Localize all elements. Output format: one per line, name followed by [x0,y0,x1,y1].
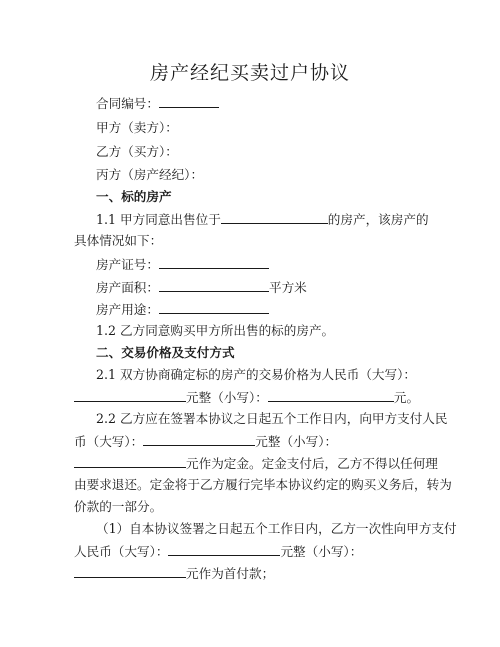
certificate-blank[interactable] [159,256,269,269]
price-uppercase-blank[interactable] [74,389,186,402]
deposit-lowercase-blank[interactable] [74,455,186,468]
contract-number-line [96,95,219,112]
clause-2-1-line-1: 2.1 双方协商确定标的房产的交易价格为人民币（大写）： [96,367,416,382]
clause-1-1-line-2: 具体情况如下： [74,233,163,248]
party-b-label: 乙方（买方）： [96,144,178,159]
down-payment-uppercase-blank[interactable] [168,543,280,556]
party-b-line [96,144,178,160]
party-a-line [96,120,178,136]
clause-2-2-line-4: 由要求退还。定金将于乙方履行完毕本协议约定的购买义务后，转为 [74,477,452,492]
payment-1-text-b: 人民币（大写）： [74,544,169,559]
area-unit: 平方米 [268,280,307,295]
clause-2-2-line-3 [74,455,438,472]
area-blank[interactable] [159,279,269,292]
clause-2-2-text-d: 元作为定金。定金支付后，乙方不得以任何理 [186,456,438,471]
area-label: 房产面积： [96,280,159,295]
usage-label: 房产用途： [96,302,159,317]
section-1-heading: 一、标的房产 [96,189,172,204]
property-location-blank[interactable] [221,211,328,224]
deposit-uppercase-blank[interactable] [143,433,255,446]
payment-1-text-d: 元作为首付款； [186,566,275,581]
contract-number-label: 合同编号： [96,96,159,111]
clause-2-2-line-2 [74,433,337,450]
payment-1-line-1: （1）自本协议签署之日起五个工作日内，乙方一次性向甲方支付 [96,521,457,536]
document-title: 房产经纪买卖过户协议 [149,62,350,84]
clause-2-1-text-b: 元整（小写）： [186,390,268,405]
down-payment-lowercase-blank[interactable] [74,565,186,578]
party-c-line [96,167,203,183]
clause-1-2: 1.2 乙方同意购买甲方所出售的标的房产。 [96,323,335,338]
price-lowercase-blank[interactable] [268,389,394,402]
usage-blank[interactable] [159,301,269,314]
clause-2-2-text-b: 币（大写）： [74,434,144,449]
party-a-label: 甲方（卖方）： [96,120,178,135]
clause-1-1-line-1 [96,211,429,228]
payment-1-line-3 [74,565,274,582]
section-2-heading: 二、交易价格及支付方式 [96,345,235,360]
usage-line [96,301,269,318]
certificate-line [96,256,269,273]
clause-2-2-line-1: 2.2 乙方应在签署本协议之日起五个工作日内，向甲方支付人民 [96,411,448,426]
area-line [96,279,307,296]
clause-2-2-text-c: 元整（小写）： [255,434,338,449]
contract-number-blank[interactable] [159,95,219,108]
clause-1-1-text-b: 的房产，该房产的 [327,212,429,227]
clause-2-2-line-5: 价款的一部分。 [74,499,163,514]
payment-1-text-c: 元整（小写）： [280,544,363,559]
party-c-label: 丙方（房产经纪）： [96,167,204,182]
clause-2-1-text-c: 元。 [393,390,420,405]
certificate-label: 房产证号： [96,257,159,272]
payment-1-line-2 [74,543,362,560]
clause-2-1-line-2 [74,389,419,406]
clause-1-1-text-a: 1.1 甲方同意出售位于 [96,212,221,227]
